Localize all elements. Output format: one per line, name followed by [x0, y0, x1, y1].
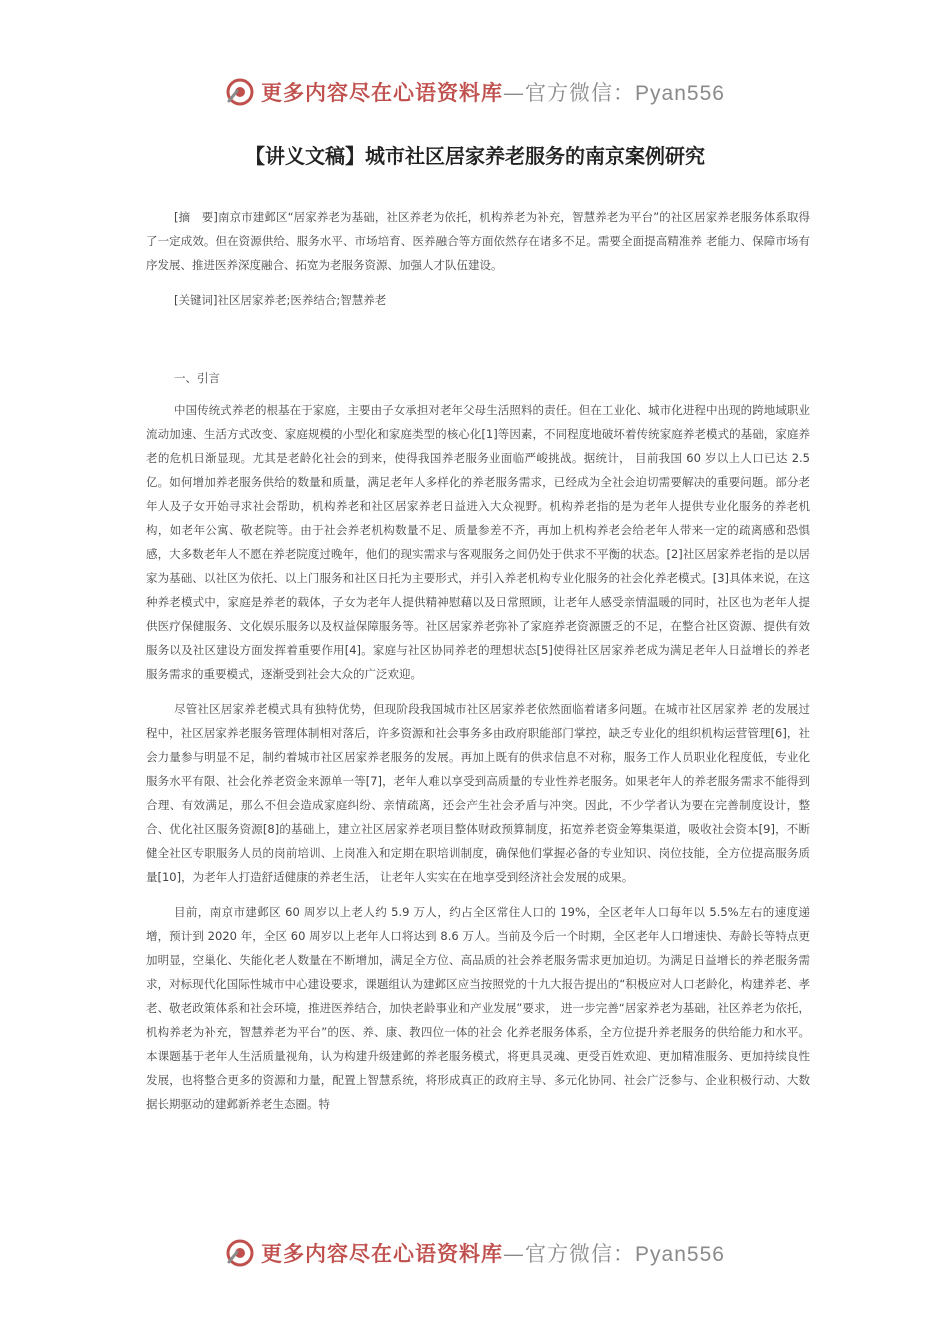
paragraph: 目前，南京市建邺区 60 周岁以上老人约 5.9 万人，约占全区常住人口的 19%，全区老年人口每年以 5.5%左右的速度递增，预计到 2020 年，全区 60 周岁以上老年人口将达到 8.6 万人。当前及今后一个时期，全区老年人口增速快、寿龄长等特点更加明显，空巢化、失能化老人数量在不断增加，满足全方位、高品质的社会养老服务需求更加迫切。为满足日益增长的养老服务需求，对标现代化国际性城市中心建设要求，课题组认为建邺区应当按照党的十九大报告提出的“积极应对人口老龄化，构建养老、孝老、敬老政策体系和社会环境，推进医养结合，加快老龄事业和产业发展”要求， 进一步完善“居家养老为基础，社区养老为依托，机构养老为补充，智慧养老为平台”的医、养、康、教四位一体的社会 化养老服务体系，全方位提升养老服务的供给能力和水平。本课题基于老年人生活质量视角，认为构建升级建邺的养老服务模式，将更具灵魂、更受百姓欢迎、更加精准服务、更加持续良性发展，也将整合更多的资源和力量，配置上智慧系统，将形成真正的政府主导、多元化协同、社会广泛参与、企业积极行动、大数据长期驱动的建邺新养老生态圈。特 — [146, 905, 810, 1111]
section-heading: 一、引言 — [174, 371, 220, 385]
header-banner — [0, 72, 950, 112]
banner-text — [261, 1238, 725, 1268]
logo-icon — [225, 1238, 255, 1268]
footer-banner — [0, 1233, 950, 1273]
banner-dash: — — [503, 81, 526, 105]
document-body — [146, 205, 810, 1116]
logo-icon — [225, 77, 255, 107]
banner-account: Pyan556 — [635, 1243, 725, 1266]
page-title: 【讲义文稿】城市社区居家养老服务的南京案例研究 — [245, 144, 705, 168]
banner-main: 更多内容尽在心语资料库 — [261, 1241, 504, 1266]
abstract: [摘 要]南京市建邺区“居家养老为基础，社区养老为依托，机构养老为补充，智慧养老为平台”的社区居家养老服务体系取得了一定成效。但在资源供给、服务水平、市场培育、医养融合等方面依然存在诸多不足。需要全面提高精准养 老能力、保障市场有序发展、推进医养深度融合、拓宽为老服务资源、加强人才队伍建设。 — [146, 210, 810, 272]
banner-main: 更多内容尽在心语资料库 — [261, 80, 504, 105]
banner-dash: — — [503, 1242, 526, 1266]
banner-official: 官方微信： — [525, 1242, 636, 1266]
paragraph: 尽管社区居家养老模式具有独特优势，但现阶段我国城市社区居家养老依然面临着诸多问题。在城市社区居家养 老的发展过程中，社区居家养老服务管理体制相对落后，许多资源和社会事务多由政府职能部门掌控，缺乏专业化的组织机构运营管理[6]，社会力量参与明显不足，制约着城市社区居家养老服务的发展。再加上既有的供求信息不对称，服务工作人员职业化程度低，专业化服务水平有限、社会化养老资金来源单一等[7]，老年人难以享受到高质量的专业性养老服务。如果老年人的养老服务需求不能得到合理、有效满足，那么不但会造成家庭纠纷、亲情疏离，还会产生社会矛盾与冲突。因此，不少学者认为要在完善制度设计，整合、优化社区服务资源[8]的基础上，建立社区居家养老项目整体财政预算制度，拓宽养老资金筹集渠道，吸收社会资本[9]，不断健全社区专职服务人员的岗前培训、上岗准入和定期在职培训制度，确保他们掌握必备的专业知识、岗位技能，全方位提高服务质量[10]，为老年人打造舒适健康的养老生活， 让老年人实实在在地享受到经济社会发展的成果。 — [146, 702, 810, 884]
paragraph: 中国传统式养老的根基在于家庭，主要由子女承担对老年父母生活照料的责任。但在工业化、城市化进程中出现的跨地域职业流动加速、生活方式改变、家庭规模的小型化和家庭类型的核心化[1]等因素，不同程度地破坏着传统家庭养老模式的基础，家庭养老的危机日渐显现。尤其是老龄化社会的到来，使得我国养老服务业面临严峻挑战。据统计， 目前我国 60 岁以上人口已达 2.5 亿。如何增加养老服务供给的数量和质量，满足老年人多样化的养老服务需求，已经成为全社会迫切需要解决的重要问题。部分老年人及子女开始寻求社会帮助，机构养老和社区居家养老日益进入大众视野。机构养老指的是为老年人提供专业化服务的养老机构，如老年公寓、敬老院等。由于社会养老机构数量不足、质量参差不齐，再加上机构养老会给老年人带来一定的疏离感和恐惧感，大多数老年人不愿在养老院度过晚年，他们的现实需求与客观服务之间仍处于供求不平衡的状态。[2]社区居家养老指的是以居家为基础、以社区为依托、以上门服务和社区日托为主要形式，并引入养老机构专业化服务的社会化养老模式。[3]具体来说，在这种养老模式中，家庭是养老的载体，子女为老年人提供精神慰藉以及日常照顾，让老年人感受亲情温暖的同时，社区也为老年人提供医疗保健服务、文化娱乐服务以及权益保障服务等。社区居家养老弥补了家庭养老资源匮乏的不足，在整合社区资源、提供有效服务以及社区建设方面发挥着重要作用[4]。家庭与社区协同养老的理想状态[5]使得社区居家养老成为满足老年人日益增长的养老服务需求的重要模式，逐渐受到社会大众的广泛欢迎。 — [146, 403, 810, 681]
banner-text — [261, 77, 725, 107]
banner-account: Pyan556 — [635, 82, 725, 105]
banner-official: 官方微信： — [525, 81, 636, 105]
keywords: [关键词]社区居家养老;医养结合;智慧养老 — [174, 293, 387, 307]
